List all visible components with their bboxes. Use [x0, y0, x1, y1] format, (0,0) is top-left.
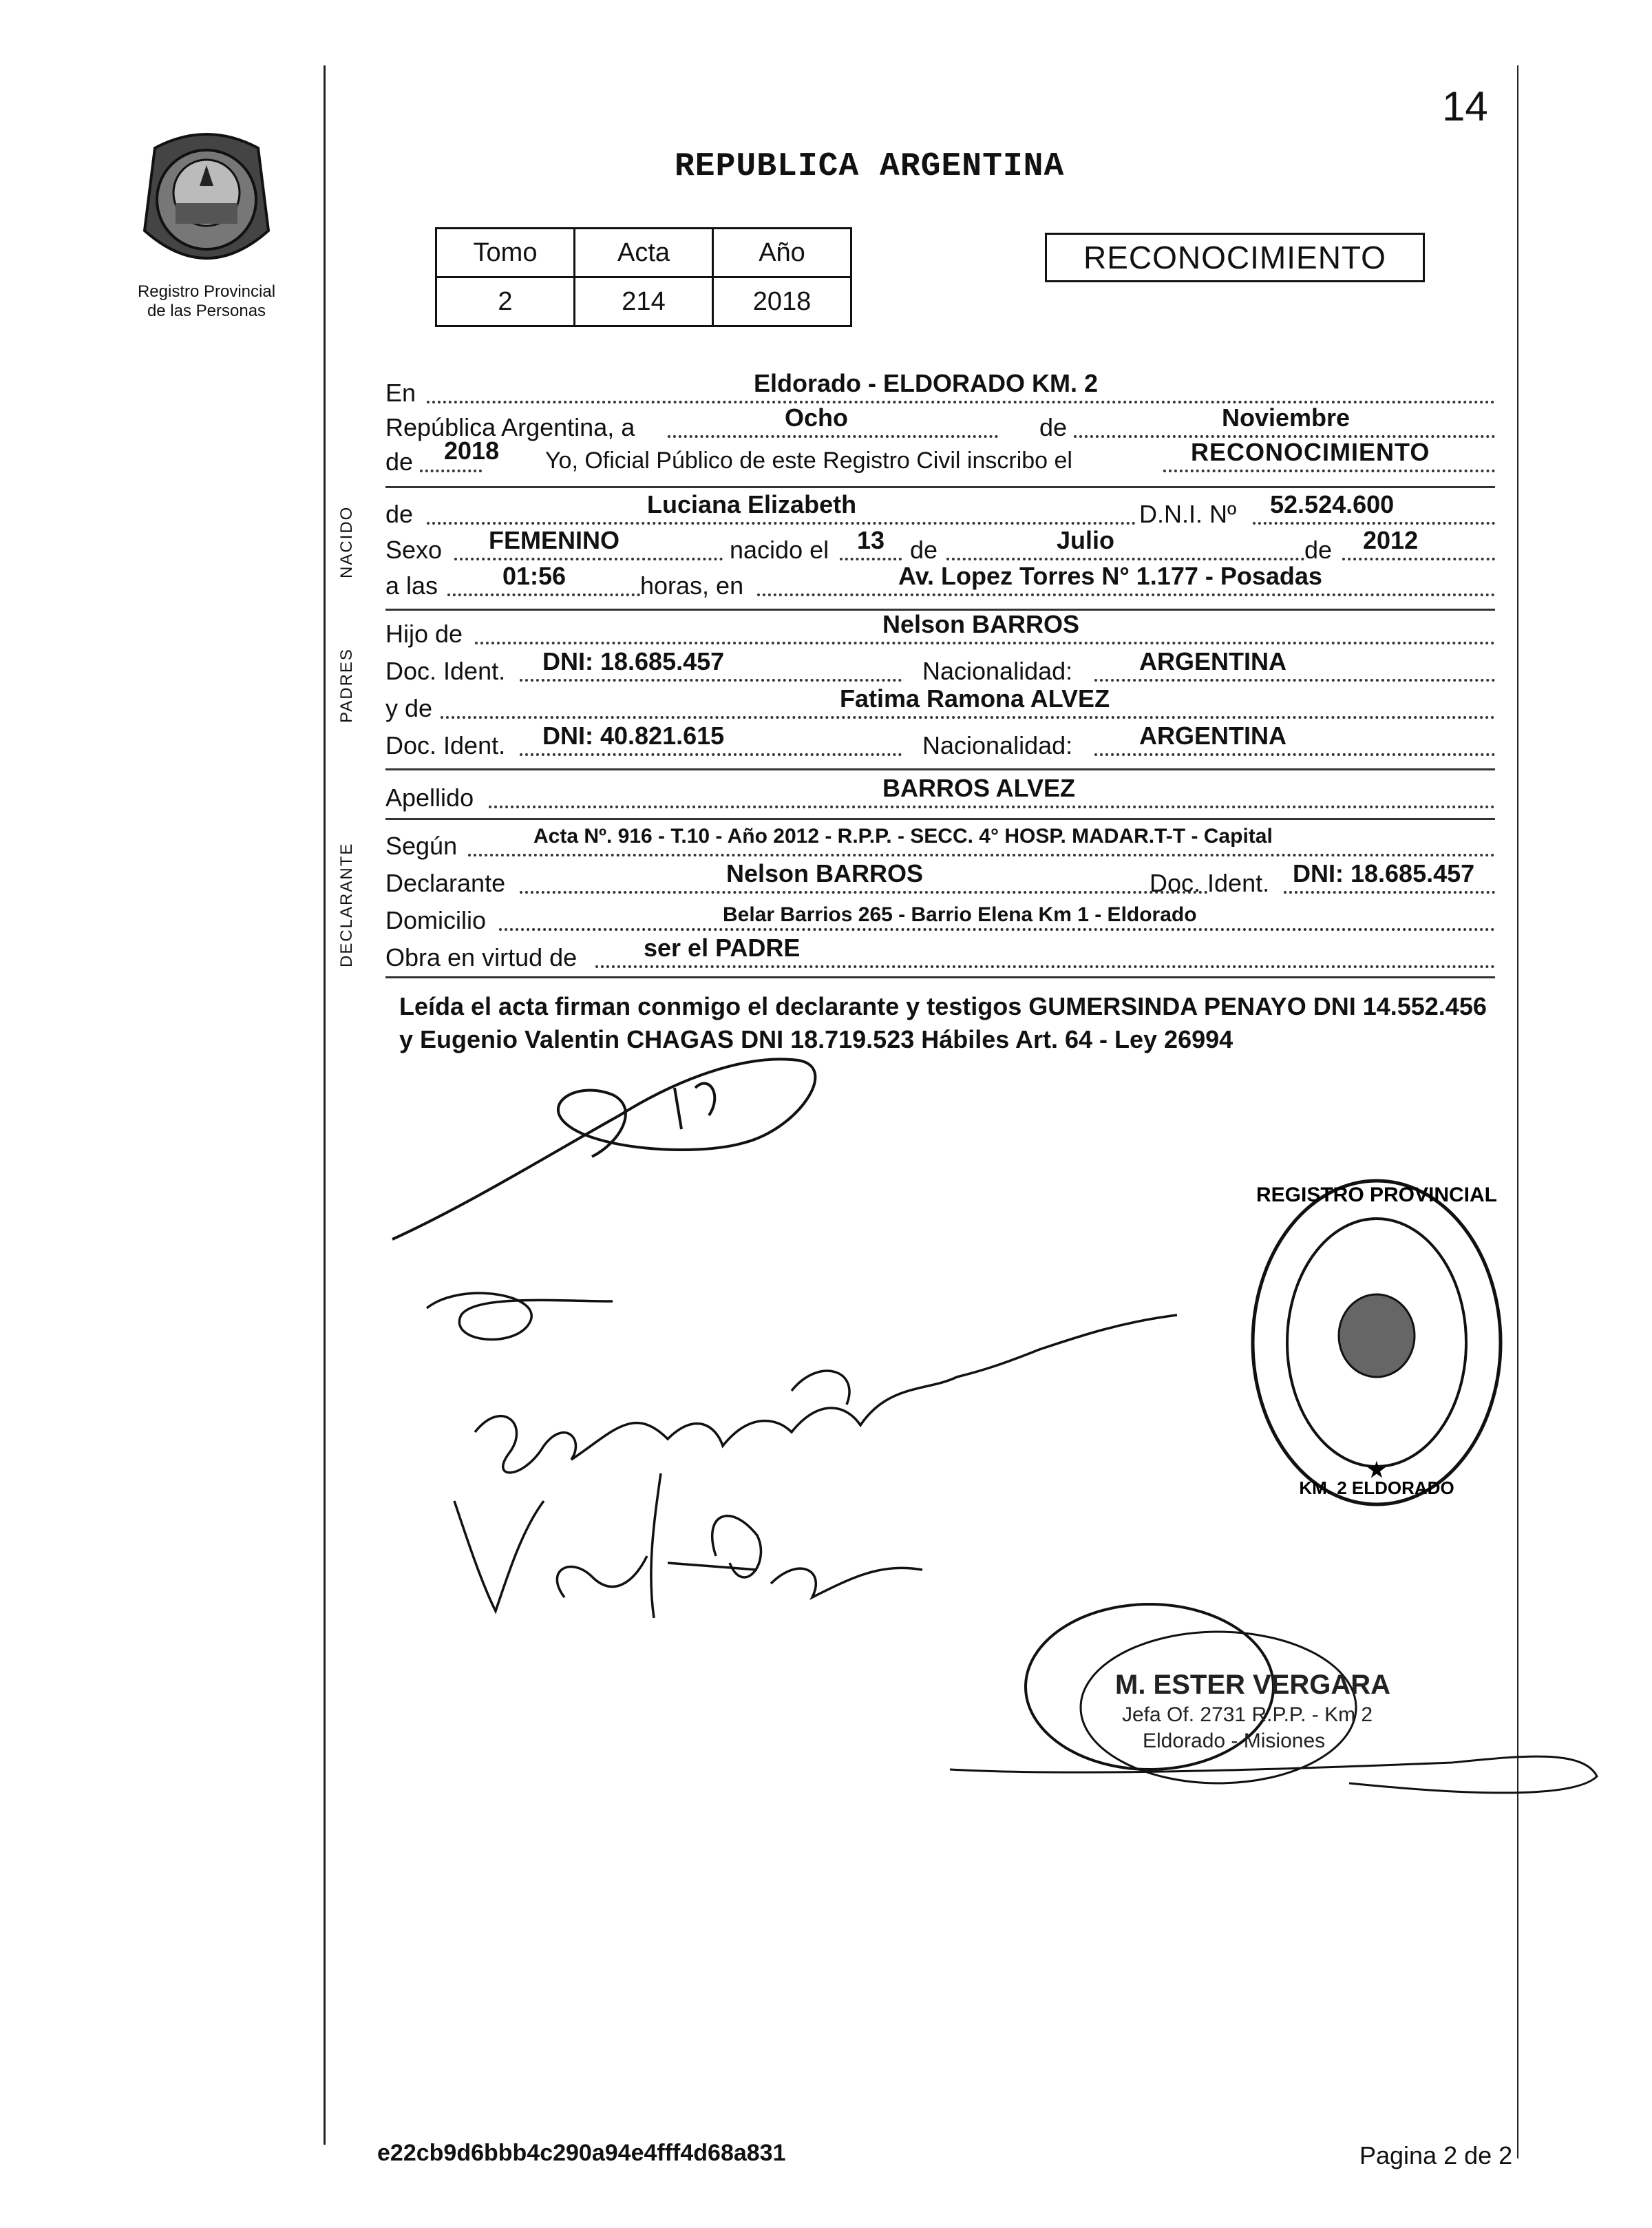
row-year — [385, 437, 1495, 476]
svg-text:★: ★ — [1367, 1459, 1386, 1482]
reference-header-row — [436, 229, 851, 277]
label-declarante-doc: Doc. Ident. — [1150, 869, 1270, 897]
closing-statement: Leída el acta firman conmigo el declarante y testigos GUMERSINDA PENAYO DNI 14.552.456 y Eugenio Valentin CHAGAS DNI 18.719.523 Hábiles Art. 64 - Ley 26994 — [399, 992, 1487, 1053]
label-sexo: Sexo — [385, 536, 443, 564]
value-declarante: Nelson BARROS — [726, 859, 924, 887]
page-number: 14 — [1442, 83, 1488, 129]
label-obra: Obra en virtud de — [385, 943, 578, 971]
official-signature-block — [936, 1584, 1624, 1845]
svg-text:REGISTRO PROVINCIAL: REGISTRO PROVINCIAL — [1256, 1184, 1498, 1206]
row-obra — [385, 934, 1495, 972]
value-mother: Fatima Ramona ALVEZ — [840, 684, 1110, 713]
value-apellido: BARROS ALVEZ — [882, 774, 1076, 802]
label-hijo-de: Hijo de — [385, 620, 463, 648]
separator-declarante-top — [385, 818, 1495, 820]
label-dni: D.N.I. Nº — [1139, 500, 1237, 528]
value-birth-month: Julio — [1057, 526, 1115, 554]
row-mother — [385, 684, 1495, 723]
value-domicilio: Belar Barrios 265 - Barrio Elena Km 1 - Eldorado — [723, 903, 1197, 926]
svg-text:Eldorado - Misiones: Eldorado - Misiones — [1143, 1730, 1326, 1752]
value-time: 01:56 — [502, 562, 566, 590]
value-year: 2018 — [444, 437, 500, 465]
label-mother-nationality: Nacionalidad: — [922, 731, 1073, 759]
value-declarante-doc: DNI: 18.685.457 — [1293, 859, 1475, 887]
label-de-year: de — [385, 448, 414, 476]
value-anio: 2018 — [713, 277, 851, 326]
row-apellido — [385, 774, 1495, 812]
row-father — [385, 610, 1495, 649]
value-father-nationality: ARGENTINA — [1139, 647, 1286, 675]
reference-value-row — [436, 277, 851, 326]
label-father-doc: Doc. Ident. — [385, 657, 506, 685]
side-label-declarante: DECLARANTE — [337, 842, 356, 967]
left-margin-line — [324, 65, 326, 2145]
row-nacido-time — [385, 562, 1495, 600]
header-tomo: Tomo — [436, 229, 575, 277]
row-segun — [385, 826, 1495, 861]
label-en: En — [385, 379, 416, 407]
value-segun: Acta Nº. 916 - T.10 - Año 2012 - R.P.P. - SECC. 4° HOSP. MADAR.T-T - Capital — [533, 825, 1273, 848]
label-y-de: y de — [385, 694, 433, 722]
label-nacido-el: nacido el — [730, 536, 829, 564]
label-horas-en: horas, en — [640, 571, 744, 600]
row-father-doc — [385, 647, 1495, 686]
value-inscribed: RECONOCIMIENTO — [1191, 438, 1430, 466]
declarant-signature — [385, 1047, 902, 1253]
reference-table — [435, 227, 852, 327]
value-child-name: Luciana Elizabeth — [647, 490, 857, 518]
label-de-birth-month: de — [910, 536, 938, 564]
logo-caption-line2: de las Personas — [147, 302, 266, 320]
header-acta: Acta — [575, 229, 713, 277]
label-declarante: Declarante — [385, 869, 506, 897]
misiones-seal-logo — [134, 127, 279, 275]
row-nacido-name — [385, 490, 1495, 529]
label-domicilio: Domicilio — [385, 906, 487, 934]
value-tomo: 2 — [436, 277, 575, 326]
page-indicator: Pagina 2 de 2 — [1359, 2141, 1513, 2169]
value-birth-day: 13 — [857, 526, 885, 554]
document-type-box: RECONOCIMIENTO — [1045, 233, 1425, 282]
row-date — [385, 403, 1495, 442]
value-mother-nationality: ARGENTINA — [1139, 722, 1286, 750]
value-day: Ocho — [785, 403, 849, 432]
value-father: Nelson BARROS — [882, 610, 1080, 638]
value-obra: ser el PADRE — [644, 934, 801, 962]
row-domicilio — [385, 901, 1495, 935]
separator-closing-top — [385, 976, 1495, 978]
label-republica: República Argentina, a — [385, 413, 635, 441]
header-anio: Año — [713, 229, 851, 277]
label-de-month: de — [1039, 413, 1068, 441]
separator-apellido-top — [385, 768, 1495, 770]
official-round-stamp — [1239, 1170, 1514, 1515]
value-month: Noviembre — [1222, 403, 1351, 432]
row-nacido-sexo — [385, 526, 1495, 565]
document-hash: e22cb9d6bbb4c290a94e4fff4d68a831 — [377, 2140, 786, 2166]
label-mother-doc: Doc. Ident. — [385, 731, 506, 759]
value-place: Eldorado - ELDORADO KM. 2 — [754, 369, 1099, 397]
logo-caption — [110, 282, 303, 321]
label-segun: Según — [385, 832, 458, 860]
document-heading: REPUBLICA ARGENTINA — [675, 148, 1065, 185]
value-mother-doc: DNI: 40.821.615 — [542, 722, 725, 750]
svg-text:KM. 2 ELDORADO: KM. 2 ELDORADO — [1299, 1478, 1454, 1498]
value-father-doc: DNI: 18.685.457 — [542, 647, 725, 675]
value-sexo: FEMENINO — [489, 526, 620, 554]
side-label-nacido: NACIDO — [337, 505, 356, 578]
value-birth-year: 2012 — [1363, 526, 1419, 554]
svg-text:Jefa Of. 2731 R.P.P. - Km 2: Jefa Of. 2731 R.P.P. - Km 2 — [1122, 1703, 1373, 1726]
value-child-dni: 52.524.600 — [1270, 490, 1395, 518]
logo-caption-line1: Registro Provincial — [137, 282, 276, 301]
label-father-nationality: Nacionalidad: — [922, 657, 1073, 685]
witness-chagas-signature — [441, 1460, 991, 1639]
separator-nacido-top — [385, 486, 1495, 488]
row-mother-doc — [385, 722, 1495, 760]
label-de-name: de — [385, 500, 414, 528]
value-acta: 214 — [575, 277, 713, 326]
label-apellido: Apellido — [385, 784, 474, 812]
label-de-birth-year: de — [1304, 536, 1333, 564]
value-birth-place: Av. Lopez Torres N° 1.177 - Posadas — [898, 562, 1322, 590]
label-a-las: a las — [385, 571, 438, 600]
label-yo-text: Yo, Oficial Público de este Registro Civil inscribo el — [545, 448, 1072, 474]
row-place — [385, 369, 1495, 408]
row-declarante — [385, 859, 1495, 898]
svg-text:M. ESTER VERGARA: M. ESTER VERGARA — [1115, 1670, 1391, 1700]
side-label-padres: PADRES — [337, 648, 356, 723]
